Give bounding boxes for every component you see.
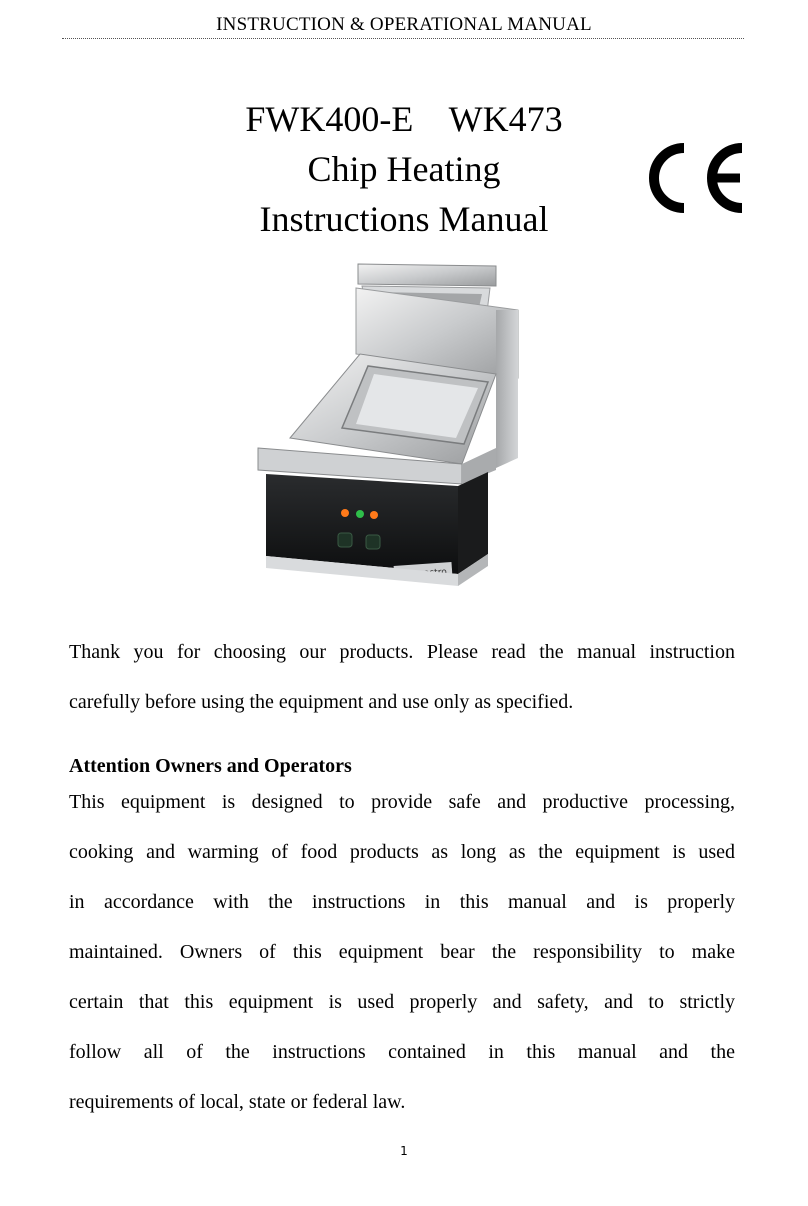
page-header: INSTRUCTION & OPERATIONAL MANUAL [216, 14, 592, 35]
attention-line: This equipment is designed to provide safe and productive processing, [69, 791, 735, 813]
page-number: 1 [400, 1144, 408, 1158]
attention-line: certain that this equipment is used properly and safety, and to strictly [69, 991, 735, 1013]
intro-paragraph [69, 641, 735, 741]
attention-line: cooking and warming of food products as long as the equipment is used [69, 841, 735, 863]
attention-line: follow all of the instructions contained in this manual and the [69, 1041, 735, 1063]
document-title: Instructions Manual [259, 199, 549, 239]
header-divider [62, 38, 744, 39]
attention-line: requirements of local, state or federal law. [69, 1091, 406, 1113]
intro-line: Thank you for choosing our products. Please read the manual instruction [69, 641, 735, 663]
attention-line: maintained. Owners of this equipment bear the responsibility to make [69, 941, 735, 963]
model-numbers: FWK400-E WK473 [245, 99, 563, 139]
ce-mark-icon [648, 140, 748, 216]
intro-line: carefully before using the equipment and use only as specified. [69, 691, 574, 713]
attention-paragraph [69, 791, 735, 1141]
attention-line: in accordance with the instructions in this manual and is properly [69, 891, 735, 913]
product-name: Chip Heating [307, 149, 501, 189]
attention-heading: Attention Owners and Operators [69, 755, 352, 777]
chip-heater-photo [250, 258, 530, 594]
